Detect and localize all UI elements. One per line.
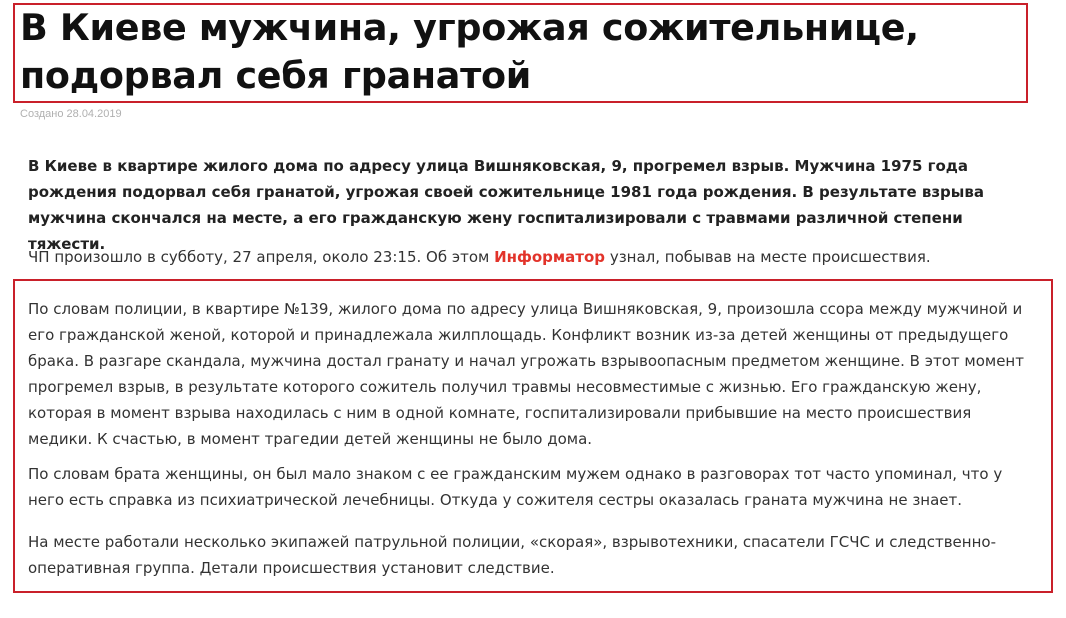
publish-date: Создано 28.04.2019 — [20, 108, 122, 120]
paragraph-brother: По словам брата женщины, он был мало знаком с ее гражданским мужем однако в разговорах тот часто упоминал, что у него есть справка из психиатрической лечебницы. Откуда у сожителя сестры оказалась граната мужчина не знает. — [28, 465, 1003, 509]
paragraph-source-text-after: узнал, побывав на месте происшествия. — [605, 248, 931, 266]
article-lead: В Киеве в квартире жилого дома по адресу улица Вишняковская, 9, прогремел взрыв. Мужчина 1975 года рождения подорвал себя гранатой, угрожая своей сожительнице 1981 года рождения. В результате взрыва мужчина скончался на месте, а его гражданскую жену госпитализировали с травмами различной степени тяжести. — [28, 157, 984, 253]
paragraph-source-text-before: ЧП произошло в субботу, 27 апреля, около 23:15. Об этом — [28, 248, 495, 266]
paragraph-police: По словам полиции, в квартире №139, жилого дома по адресу улица Вишняковская, 9, произошла ссора между мужчиной и его гражданской женой, которой и принадлежала жилплощадь. Конфликт возник из-за детей женщины от предыдущего брака. В разгаре скандала, мужчина достал гранату и начал угрожать взрывоопасным предметом женщине. В этот момент прогремел взрыв, в результате которого сожитель получил травмы несовместимые с жизнью. Его гражданскую жену, которая в момент взрыва находилась с ним в одной комнате, госпитализировали прибывшие на место происшествия медики. К счастью, в момент трагедии детей женщины не было дома. — [28, 300, 1024, 448]
paragraph-source — [28, 244, 1038, 270]
informator-link[interactable]: Информатор — [494, 248, 606, 266]
article-title: В Киеве мужчина, угрожая сожительнице, подорвал себя гранатой — [20, 6, 919, 97]
paragraph-response: На месте работали несколько экипажей патрульной полиции, «скорая», взрывотехники, спасатели ГСЧС и следственно-оперативная группа. Детали происшествия установит следствие. — [28, 533, 996, 577]
